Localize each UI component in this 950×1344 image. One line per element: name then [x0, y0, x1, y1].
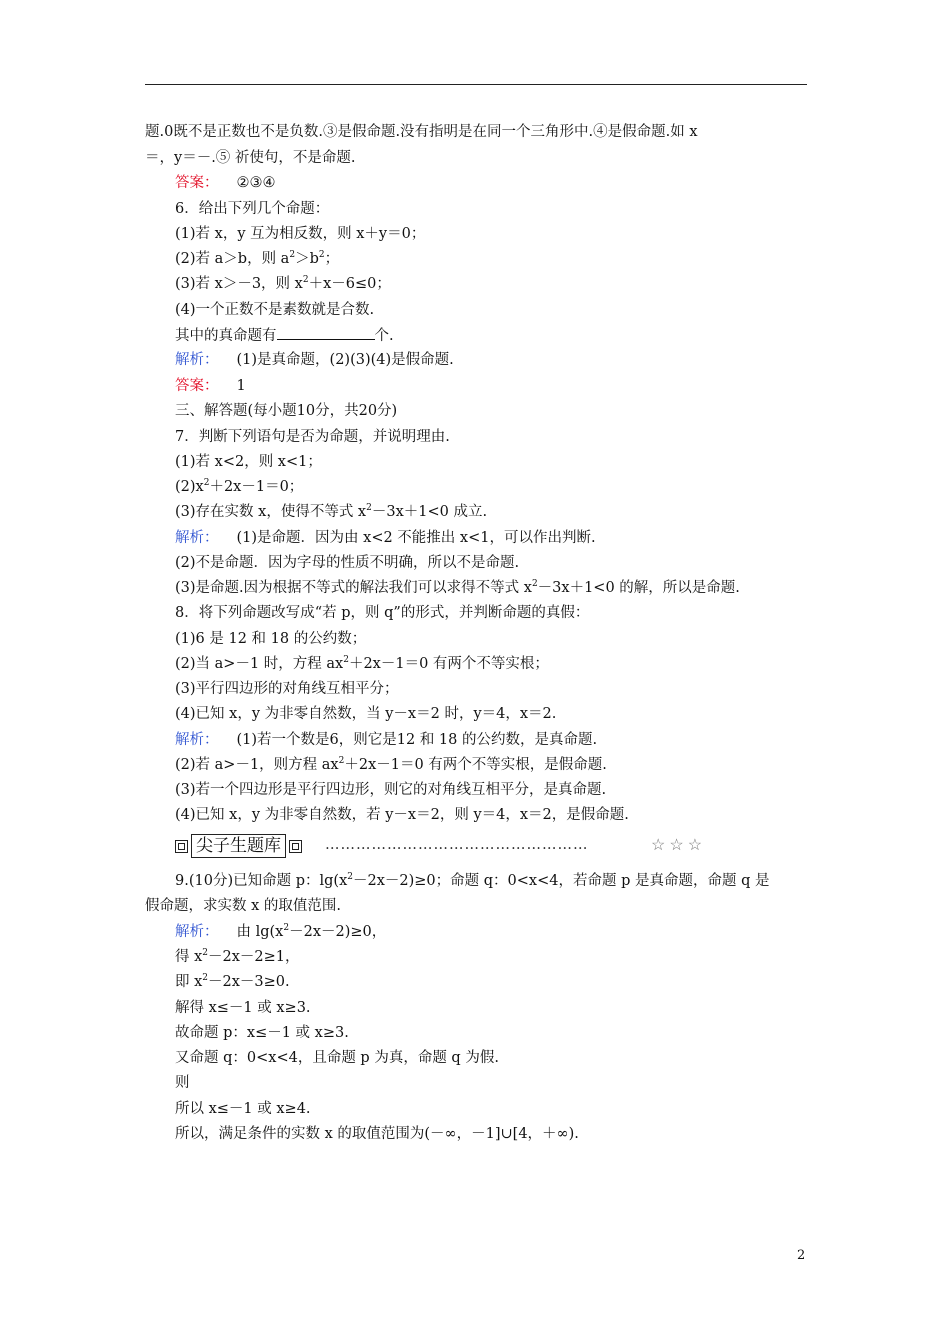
text-line: (3)若 x＞－3，则 $x^2+x-6\le 0$； — [175, 275, 391, 292]
text-line: 即 $x^2-2x-3\ge 0$. — [175, 973, 290, 990]
section-heading: 三、解答题(每小题10分，共20分) — [175, 403, 398, 419]
text-line: (4)一个正数不是素数就是合数. — [175, 302, 375, 318]
text-line: 题.0既不是正数也不是负数.③是假命题.没有指明是在同一个三角形中.④是假命题.如 x — [145, 124, 698, 140]
text-line: (3)平行四边形的对角线互相平分； — [175, 681, 399, 697]
analysis-label: 解析： — [175, 924, 219, 940]
text-line: (3)若一个四边形是平行四边形，则它的对角线互相平分，是真命题. — [175, 782, 607, 798]
text-line: 又命题 q：0<x<4，且命题 p 为真，命题 q 为假. — [175, 1050, 499, 1066]
question-9: 9.(10分)已知命题 p：$\lg(x^2-2x-2)\ge 0$；命题 q：0<x<4，若命题 p 是真命题，命题 q 是 — [175, 872, 770, 889]
analysis-line: 解析： (1)若一个数是6，则它是12 和 18 的公约数，是真命题. — [175, 732, 598, 748]
text-line: (2)不是命题．因为字母的性质不明确，所以不是命题. — [175, 555, 520, 571]
text-line: (1)若 x，y 互为相反数，则 x＋y＝0； — [175, 226, 426, 242]
text-line: 故命题 p：x≤－1 或 x≥3. — [175, 1025, 349, 1041]
text-line: 所以 x≤－1 或 x≥4. — [175, 1101, 311, 1117]
analysis-label: 解析： — [175, 352, 219, 368]
header-rule — [145, 84, 807, 85]
question-bank-banner — [175, 834, 302, 858]
text-line: (2)若 a＞b，则 $a^2>b^2$； — [175, 250, 340, 267]
text-line: 假命题，求实数 x 的取值范围. — [145, 898, 342, 914]
analysis-line: 解析： (1)是命题．因为由 x<2 不能推出 x<1，可以作出判断. — [175, 530, 596, 546]
text-line: 解得 x≤－1 或 x≥3. — [175, 1000, 311, 1016]
analysis-label: 解析： — [175, 732, 219, 748]
text-line: (4)已知 x，y 为非零自然数，当 y－x＝2 时，y＝4，x＝2. — [175, 706, 557, 722]
question-6: 6．给出下列几个命题： — [175, 201, 330, 217]
answer-label: 答案： — [175, 175, 219, 191]
text-line: (3)存在实数 x，使得不等式 $x^2-3x+1<0$ 成立. — [175, 503, 488, 520]
answer-label: 答案： — [175, 378, 219, 394]
question-7: 7．判断下列语句是否为命题，并说明理由. — [175, 429, 450, 445]
analysis-line: 解析： (1)是真命题，(2)(3)(4)是假命题. — [175, 352, 454, 368]
answer-value: ②③④ — [236, 175, 276, 191]
leader-dots: …………………………………………… — [325, 837, 589, 853]
text-line: (1)6 是 12 和 18 的公约数； — [175, 631, 367, 647]
square-icon — [289, 840, 302, 853]
text-line: ＝，y＝－.⑤ 祈使句，不是命题. — [145, 150, 356, 166]
answer-value: 1 — [236, 378, 246, 394]
page-number: 2 — [797, 1248, 806, 1263]
answer-blank — [277, 325, 375, 340]
text-line: (2)若 a>－1，则方程 $ax^2+2x-1=0$ 有两个不等实根，是假命题. — [175, 756, 607, 773]
question-8: 8．将下列命题改写成“若 p，则 q”的形式，并判断命题的真假： — [175, 605, 590, 621]
difficulty-stars-icon: ☆☆☆ — [651, 835, 707, 854]
text-line: 则 — [175, 1075, 190, 1091]
text-line: 所以，满足条件的实数 x 的取值范围为(－∞，－1]∪[4，＋∞). — [175, 1126, 579, 1142]
text-line: $(2)x^2+2x-1=0$； — [175, 478, 304, 495]
text-line: (3)是命题.因为根据不等式的解法我们可以求得不等式 $x^2-3x+1<0$ 的解，所以是命题. — [175, 579, 740, 596]
analysis-label: 解析： — [175, 530, 219, 546]
answer-line — [175, 376, 246, 396]
text-line: (4)已知 x，y 为非零自然数，若 y－x＝2，则 y＝4，x＝2，是假命题. — [175, 807, 629, 823]
square-icon — [175, 840, 188, 853]
text-line: (1)若 x<2，则 x<1； — [175, 454, 322, 470]
text-line: 得 $x^2-2x-2\ge 1$， — [175, 948, 300, 965]
bank-title: 尖子生题库 — [191, 834, 286, 858]
text-line: (2)当 a>－1 时，方程 $ax^2+2x-1=0$ 有两个不等实根； — [175, 655, 549, 672]
analysis-line: 解析： 由 $\lg(x^2-2x-2)\ge 0$， — [175, 923, 387, 940]
answer-line — [175, 173, 276, 193]
fill-blank-line: 其中的真命题有 个. — [175, 325, 394, 346]
